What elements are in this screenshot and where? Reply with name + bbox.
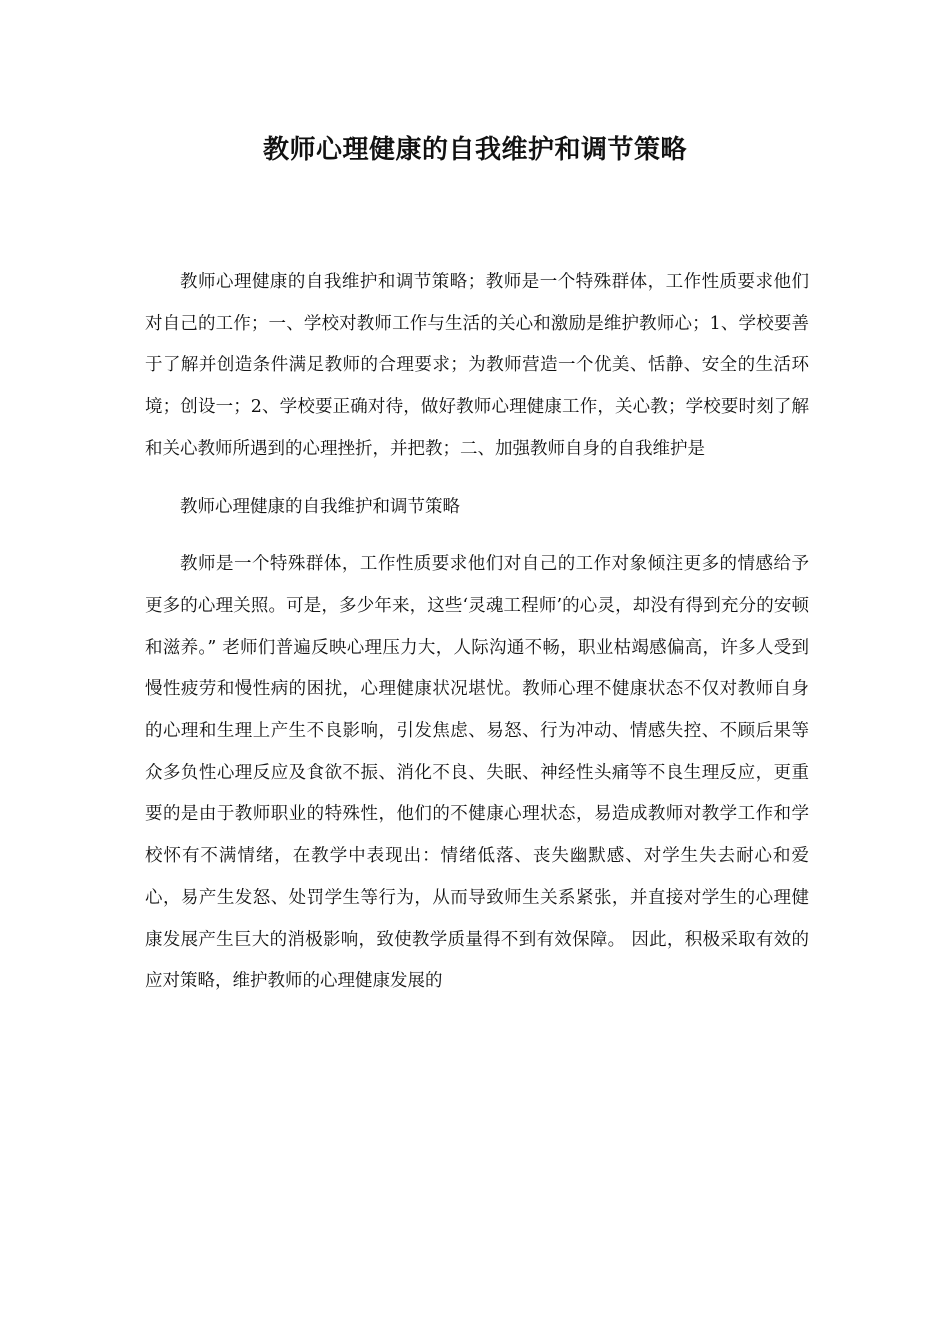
paragraph-summary: 教师心理健康的自我维护和调节策略；教师是一个特殊群体，工作性质要求他们对自己的工作；一、学校对教师工作与生活的关心和激励是维护教师心；1、学校要善于了解并创造条件满足教师的合理要求；为教师营造一个优美、恬静、安全的生活环境；创设一；2、学校要正确对待，做好教师心理健康工作，关心教；学校要时刻了解和关心教师所遇到的心理挫折，并把教；二、加强教师自身的自我维护是 [145,272,809,459]
document-title: 教师心理健康的自我维护和调节策略 [262,135,687,165]
paragraph-main: 教师是一个特殊群体，工作性质要求他们对自己的工作对象倾注更多的情感给予更多的心理关照。可是，多少年来，这些‘灵魂工程师’的心灵，却没有得到充分的安顿和滋养。” 老师们普遍反映心理压力大，人际沟通不畅，职业枯竭感偏高，许多人受到慢性疲劳和慢性病的困扰，心理健康状况堪忧。教师心理不健康状态不仅对教师自身的心理和生理上产生不良影响，引发焦虑、易怒、行为冲动、情感失控、不顾后果等众多负性心理反应及食欲不振、消化不良、失眠、神经性头痛等不良生理反应，更重要的是由于教师职业的特殊性，他们的不健康心理状态，易造成教师对教学工作和学校怀有不满情绪，在教学中表现出：情绪低落、丧失幽默感、对学生失去耐心和爱心，易产生发怒、处罚学生等行为，从而导致师生关系紧张，并直接对学生的心理健康发展产生巨大的消极影响，致使教学质量得不到有效保障。 因此，积极采取有效的应对策略，维护教师的心理健康发展的 [145,554,809,992]
document-body [145,262,809,1003]
paragraph-heading: 教师心理健康的自我维护和调节策略 [180,496,460,517]
